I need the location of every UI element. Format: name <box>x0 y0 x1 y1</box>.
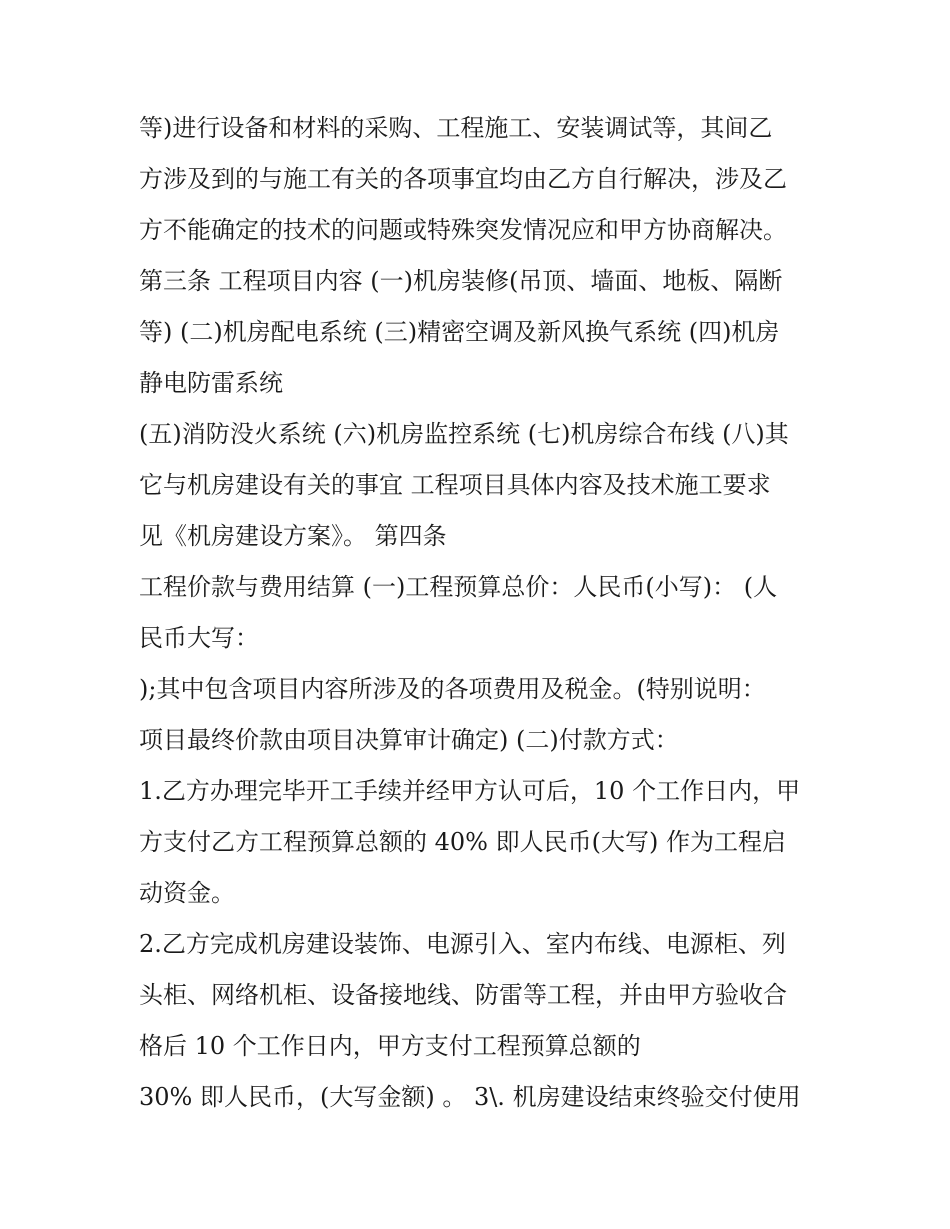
text-line: 它与机房建设有关的事宜 工程项目具体内容及技术施工要求 <box>139 471 771 499</box>
text-line: 方支付乙方工程预算总额的 40% 即人民币(大写) 作为工程启 <box>139 828 786 856</box>
text-line: 等) (二)机房配电系统 (三)精密空调及新风换气系统 (四)机房 <box>139 318 780 346</box>
text-line: 工程价款与费用结算 (一)工程预算总价：人民币(小写)： (人 <box>139 573 778 601</box>
text-line: 方涉及到的与施工有关的各项事宜均由乙方自行解决，涉及乙 <box>139 165 787 193</box>
text-line: 头柜、网络机柜、设备接地线、防雷等工程，并由甲方验收合 <box>139 981 787 1009</box>
text-line: 方不能确定的技术的问题或特殊突发情况应和甲方协商解决。 <box>139 216 787 244</box>
text-line: 静电防雷系统 <box>139 369 283 397</box>
text-line: 动资金。 <box>139 879 235 907</box>
text-line: 格后 10 个工作日内，甲方支付工程预算总额的 <box>139 1032 641 1060</box>
text-line: 项目最终价款由项目决算审计确定) (二)付款方式： <box>139 726 679 754</box>
text-line: 30% 即人民币，(大写金额) 。 3\. 机房建设结束终验交付使用 <box>139 1083 801 1111</box>
text-line: (五)消防没火系统 (六)机房监控系统 (七)机房综合布线 (八)其 <box>139 420 789 448</box>
text-line: 民币大写： <box>139 624 259 652</box>
text-line: 等)进行设备和材料的采购、工程施工、安装调试等，其间乙 <box>139 114 773 142</box>
text-line: 1.乙方办理完毕开工手续并经甲方认可后，10 个工作日内，甲 <box>139 777 801 805</box>
text-line: 2.乙方完成机房建设装饰、电源引入、室内布线、电源柜、列 <box>139 930 786 958</box>
text-line: 见《机房建设方案》。 第四条 <box>139 522 447 550</box>
document-body <box>139 103 819 1123</box>
text-line: );其中包含项目内容所涉及的各项费用及税金。(特别说明： <box>139 675 766 703</box>
text-line: 第三条 工程项目内容 (一)机房装修(吊顶、墙面、地板、隔断 <box>139 267 783 295</box>
